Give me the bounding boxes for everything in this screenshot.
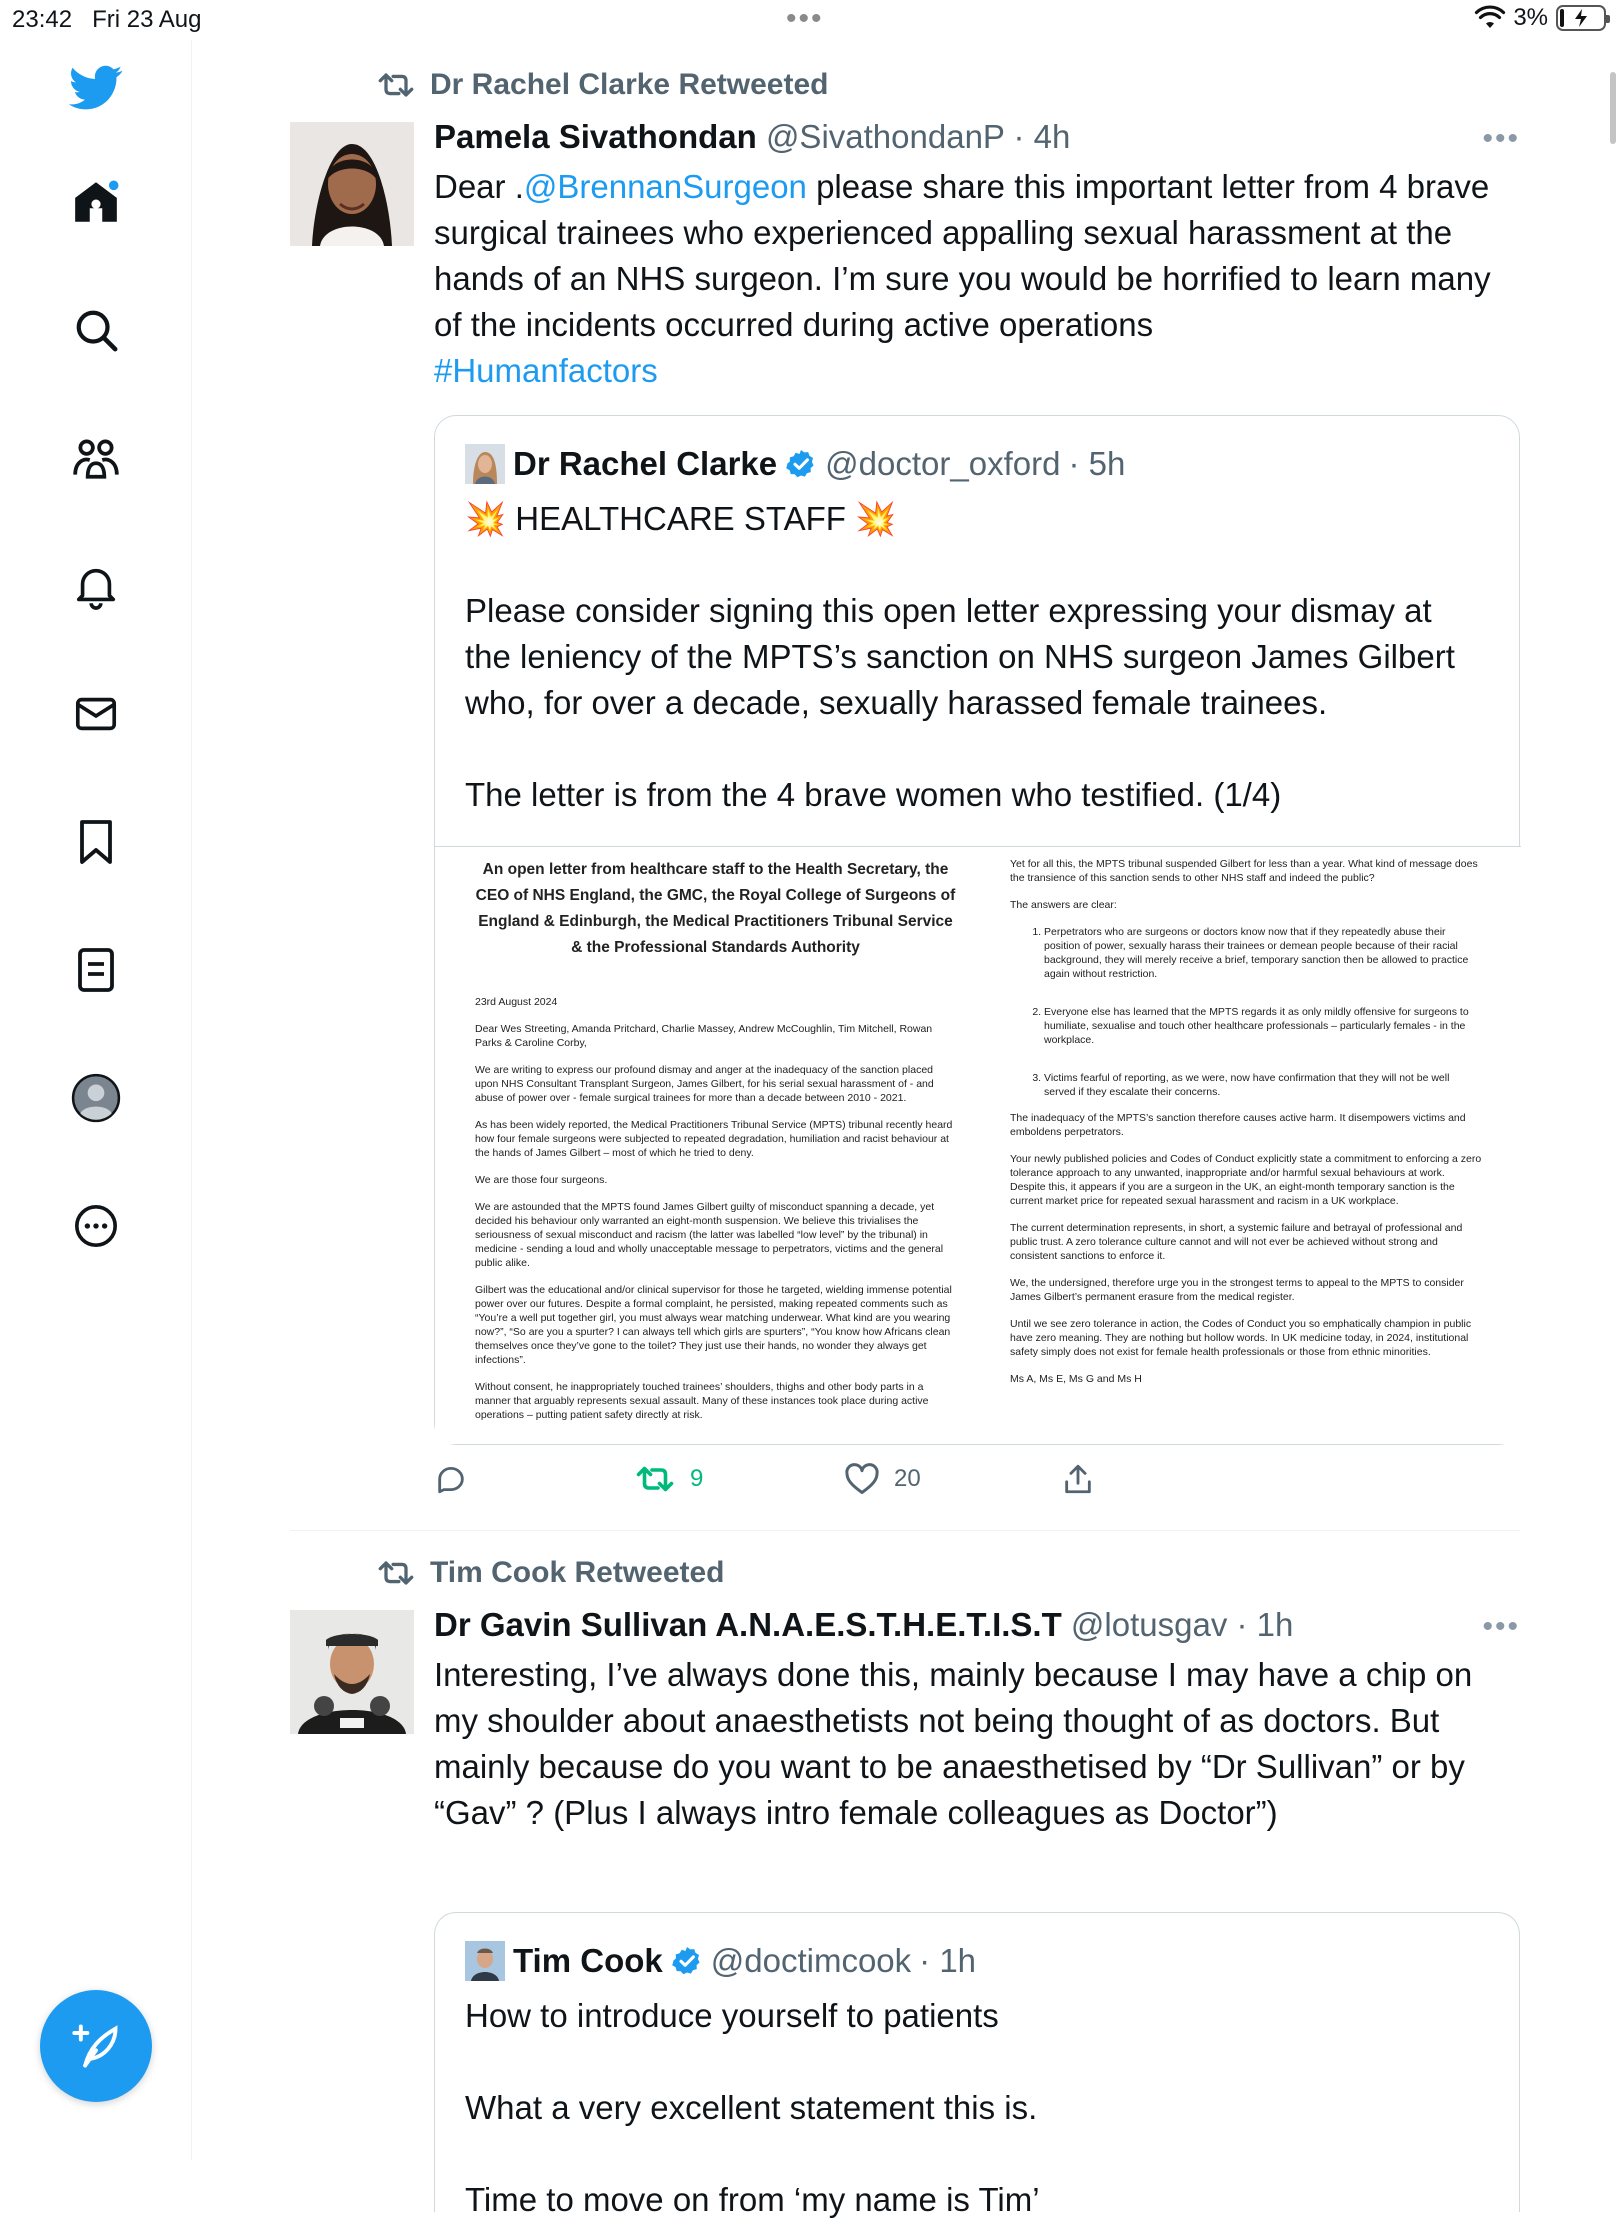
retweet-icon: [376, 69, 416, 101]
author-avatar[interactable]: [290, 122, 414, 246]
bookmarks-icon[interactable]: [68, 814, 124, 870]
quoted-tweet-text: How to introduce yourself to patients What a very excellent statement this is. Time to move on from ‘my name is Tim’: [465, 1997, 1040, 2218]
sidebar-nav: [0, 40, 192, 2160]
mention-link[interactable]: @BrennanSurgeon: [523, 168, 807, 205]
author-name[interactable]: Dr Gavin Sullivan A.N.A.E.S.T.H.E.T.I.S.T: [434, 1606, 1062, 1643]
letter-paragraph: Without consent, he inappropriately touched trainees’ shoulders, thighs and other body parts in a manner that arguably represents sexual assault. Many of these instances took place during active operations – putting patient safety directly at risk.: [475, 1381, 929, 1421]
letter-paragraph: We are writing to express our profound dismay and anger at the inadequacy of the sanction placed upon NHS Consultant Transplant Surgeon, James Gilbert, for his serial sexual harassment of - and abuse of power over - female surgical trainees for more than a decade between 2010 - 2021.: [475, 1064, 934, 1104]
quoted-tweet-header: [465, 1941, 976, 1981]
letter-list-item: 1. Perpetrators who are surgeons or doctors know now that if they repeatedly abuse their position of power, sexually harass their trainees or demean people because of their racial background, they will merely receive a brief, temporary sanction then be allowed to practice again without restriction.: [1044, 925, 1483, 981]
quoted-author-name: Dr Rachel Clarke: [513, 445, 778, 482]
share-button[interactable]: [1062, 1462, 1094, 1496]
twitter-logo-icon[interactable]: [68, 60, 124, 116]
quoted-author-avatar: [465, 1941, 505, 1981]
letter-paragraph: Gilbert was the educational and/or clinical supervisor for those he targeted, wielding immense potential power over our futures. Despite a formal complaint, he persisted, making repeated comments such as “You’re a well put together girl, you must always wear matching underwear. What kind are you wearing now?”, “So are you a spurter? I can always tell which girls are spurters”, “You know how Africans clean themselves once they’ve gone to the toilet? They just use their hands, no wonder they always get infections”.: [475, 1284, 952, 1366]
more-options-icon[interactable]: [68, 1198, 124, 1254]
home-icon[interactable]: [68, 174, 124, 230]
profile-avatar-icon[interactable]: [68, 1070, 124, 1126]
letter-left-column: [435, 847, 978, 1444]
tweet-divider: [290, 1530, 1520, 1531]
quoted-author-handle: @doctor_oxford: [825, 445, 1061, 482]
communities-icon[interactable]: [68, 430, 124, 486]
author-handle[interactable]: @SivathondanP: [765, 118, 1005, 155]
letter-paragraph: The answers are clear:: [1010, 899, 1117, 911]
messages-mail-icon[interactable]: [68, 686, 124, 742]
tweet-time[interactable]: · 4h: [1013, 118, 1071, 155]
search-icon[interactable]: [68, 302, 124, 358]
compose-feather-icon: [70, 2020, 122, 2072]
like-count: 20: [894, 1465, 921, 1492]
letter-paragraph: We are those four surgeons.: [475, 1174, 608, 1186]
author-handle[interactable]: @lotusgav: [1070, 1606, 1228, 1643]
retweeted-by-line: Tim Cook Retweeted: [376, 1556, 725, 1590]
reply-icon: [434, 1462, 468, 1496]
letter-paragraph: The current determination represents, in short, a systemic failure and betrayal of professional and public trust. A zero tolerance culture cannot and will not ever be achieved without strong and consistent sanctions to enforce it.: [1010, 1222, 1463, 1262]
tweet-text: Interesting, I’ve always done this, mainly because I may have a chip on my shoulder about anaesthetists not being thought of as doctors. But mainly because do you want to be anaesthetised by “Dr Sullivan” or by “Gav” ? (Plus I always intro female colleagues as Doctor”): [434, 1656, 1473, 1831]
multitasking-dots-icon[interactable]: •••: [786, 2, 824, 35]
letter-paragraph: We, the undersigned, therefore urge you in the strongest terms to appeal to the MPTS to consider James Gilbert’s permanent erasure from the medical register.: [1010, 1277, 1464, 1303]
letter-title: An open letter from healthcare staff to the Health Secretary, the CEO of NHS England, the GMC, the Royal College of Surgeons of England & Edinburgh, the Medical Practitioners Tribunal Service & the Professional Standards Authority: [475, 861, 956, 956]
tweet-header: [434, 1606, 1293, 1644]
quoted-author-name: Tim Cook: [513, 1942, 663, 1979]
quoted-tweet-header: [465, 444, 1125, 484]
quoted-tweet[interactable]: [434, 1912, 1520, 2218]
letter-right-column: [978, 847, 1521, 1444]
status-indicators: [1475, 4, 1606, 32]
author-avatar[interactable]: [290, 1610, 414, 1734]
letter-list-item: 3. Victims fearful of reporting, as we were, now have confirmation that they will not be well served if they escalate their concerns.: [1044, 1071, 1483, 1099]
retweet-button[interactable]: [634, 1462, 844, 1496]
like-button[interactable]: [844, 1462, 1062, 1496]
letter-paragraph: As has been widely reported, the Medical Practitioners Tribunal Service (MPTS) tribunal recently heard how four female surgeons were subjected to repeated degradation, humiliation and racist behaviour at the hands of James Gilbert – most of which he tried to deny.: [475, 1119, 953, 1159]
tweet[interactable]: [290, 50, 1520, 1530]
quoted-tweet[interactable]: [434, 415, 1520, 1445]
letter-paragraph: Yet for all this, the MPTS tribunal suspended Gilbert for less than a year. What kind of message does the transience of this sanction sends to other NHS staff and indeed the public?: [1010, 858, 1478, 884]
retweet-icon: [634, 1462, 676, 1496]
share-icon: [1062, 1462, 1094, 1496]
battery-icon: [1556, 5, 1606, 31]
heart-icon: [844, 1462, 880, 1496]
letter-paragraph: Your newly published policies and Codes of Conduct explicitly state a commitment to enforcing a zero tolerance approach to any unwanted, inappropriate and/or harmful sexual behaviours at work. Despite this, it appears if you are a surgeon in the UK, an eight-month temporary sanction is the current market price for repeated sexual harassment and racism in a UK workplace.: [1010, 1153, 1482, 1207]
quoted-tweet-text: 💥 HEALTHCARE STAFF 💥 Please consider signing this open letter expressing your dismay at the leniency of the MPTS’s sanction on NHS surgeon James Gilbert who, for over a decade, sexually harassed female trainees. The letter is from the 4 brave women who testified. (1/4): [465, 500, 1455, 813]
retweeted-by-line: Dr Rachel Clarke Retweeted: [376, 68, 829, 102]
status-bar: [0, 0, 1620, 40]
tweet-more-icon[interactable]: •••: [1482, 122, 1520, 155]
status-time: 23:42 Fri 23 Aug: [12, 6, 202, 33]
letter-paragraph: Until we see zero tolerance in action, the Codes of Conduct you so emphatically champion in public have zero meaning. They are nothing but hollow words. In UK medicine today, in 2024, institutional safety simply does not exist for female health professionals or those from ethnic minorities.: [1010, 1318, 1472, 1358]
battery-percent: 3%: [1513, 4, 1548, 31]
lists-icon[interactable]: [68, 942, 124, 998]
verified-badge-icon: [671, 1945, 703, 1977]
open-letter-image[interactable]: [435, 846, 1521, 1444]
letter-signature: Ms A, Ms E, Ms G and Ms H: [1010, 1373, 1142, 1385]
letter-paragraph: The inadequacy of the MPTS’s sanction therefore causes active harm. It disempowers victims and emboldens perpetrators.: [1010, 1112, 1466, 1138]
retweet-count: 9: [690, 1465, 704, 1492]
tweet-time[interactable]: · 1h: [1236, 1606, 1294, 1643]
tweet[interactable]: [290, 1540, 1520, 2218]
tweet-actions: [434, 1462, 1094, 1496]
tweet-more-icon[interactable]: •••: [1482, 1610, 1520, 1643]
retweet-icon: [376, 1557, 416, 1589]
quoted-author-avatar: [465, 444, 505, 484]
quoted-author-handle: @doctimcook: [710, 1942, 912, 1979]
letter-list-item: 2. Everyone else has learned that the MPTS regards it as only mildly offensive for surgeons to humiliate, sexualise and touch other healthcare professionals – particularly females - in the workplace.: [1044, 1005, 1483, 1047]
wifi-icon: [1475, 6, 1505, 30]
letter-date: 23rd August 2024: [475, 996, 558, 1008]
tweet-text: Dear .@BrennanSurgeon please share this important letter from 4 brave surgical trainees who experienced appalling sexual harassment at the hands of an NHS surgeon. I’m sure you would be horrified to learn many of the incidents occurred during active operations #Humanfactors: [434, 168, 1491, 389]
scrollbar-thumb[interactable]: [1610, 72, 1616, 144]
letter-salutation: Dear Wes Streeting, Amanda Pritchard, Charlie Massey, Andrew McCoughlin, Tim Mitchell, Rowan Parks & Caroline Corby,: [475, 1023, 933, 1049]
hashtag-link[interactable]: #Humanfactors: [434, 352, 658, 389]
compose-tweet-button[interactable]: [40, 1990, 152, 2102]
letter-list: [1010, 925, 1483, 1099]
quoted-tweet-time: · 1h: [919, 1942, 977, 1979]
reply-button[interactable]: [434, 1462, 634, 1496]
notifications-bell-icon[interactable]: [68, 558, 124, 614]
author-name[interactable]: Pamela Sivathondan: [434, 118, 757, 155]
verified-badge-icon: [785, 448, 817, 480]
tweet-header: [434, 118, 1070, 156]
quoted-tweet-time: · 5h: [1068, 445, 1126, 482]
letter-paragraph: We are astounded that the MPTS found James Gilbert guilty of misconduct spanning a decade, yet decided his behaviour only warranted an eight-month suspension. We believe this trivialises the seriousness of sexual misconduct and racism (the latter was labelled “low level” by the tribunal) in medicine - sending a loud and wholly unacceptable message to perpetrators, victims and the general public alike.: [475, 1201, 944, 1269]
